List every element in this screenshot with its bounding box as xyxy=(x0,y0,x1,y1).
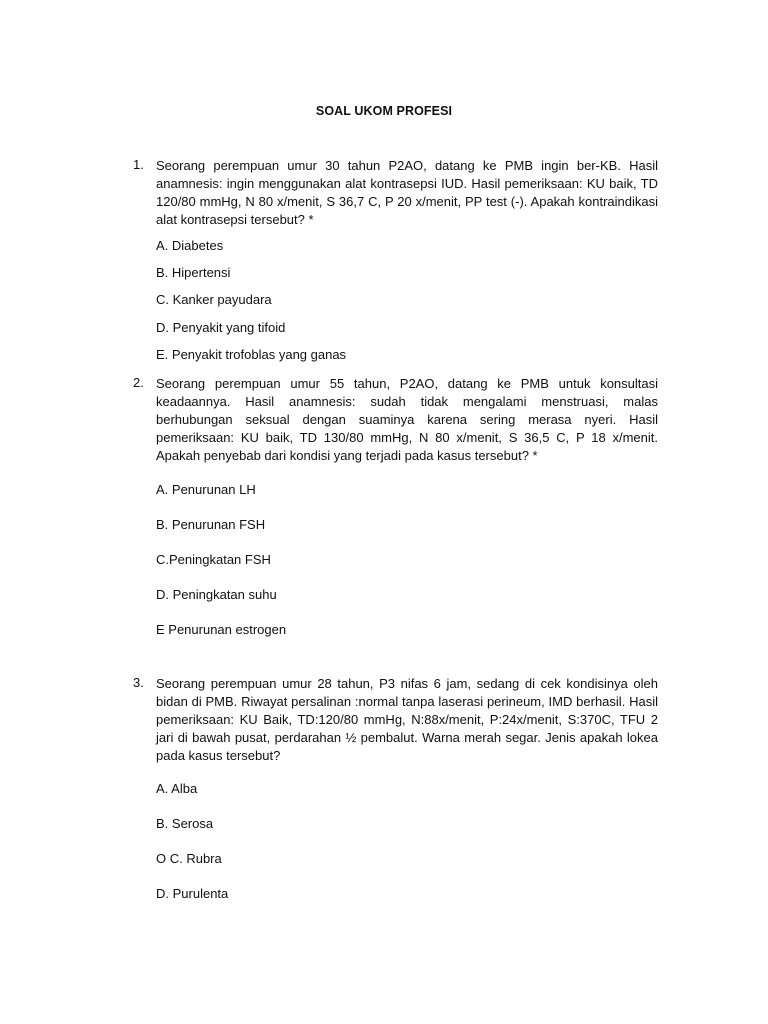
answer-option: E Penurunan estrogen xyxy=(156,622,287,637)
question-text: Seorang perempuan umur 55 tahun, P2AO, datang ke PMB untuk konsultasi keadaannya. Hasil anamnesis: sudah tidak mengalami menstruasi, malas berhubungan seksual dengan suaminya karena sering merasa nyeri. Hasil pemeriksaan: KU baik, TD 130/80 mmHg, N 80 x/menit, S 36,5 C, P 18 x/menit. Apakah penyebab dari kondisi yang terjadi pada kasus tersebut? * xyxy=(156,376,658,463)
answer-option: B. Serosa xyxy=(156,816,214,831)
answer-option: E. Penyakit trofoblas yang ganas xyxy=(156,347,347,362)
question-text: Seorang perempuan umur 30 tahun P2AO, datang ke PMB ingin ber-KB. Hasil anamnesis: ingin menggunakan alat kontrasepsi IUD. Hasil pemeriksaan: KU baik, TD 120/80 mmHg, N 80 x/menit, S 36,7 C, P 20 x/menit, PP test (-). Apakah kontraindikasi alat kontrasepsi tersebut? * xyxy=(156,158,658,227)
answer-option: B. Penurunan FSH xyxy=(156,517,266,532)
answer-option: A. Alba xyxy=(156,781,198,796)
answer-option: D. Penyakit yang tifoid xyxy=(156,320,286,335)
answer-option: A. Diabetes xyxy=(156,238,224,253)
question-number: 1. xyxy=(133,157,144,172)
answer-option: A. Penurunan LH xyxy=(156,482,256,497)
answer-option: C. Kanker payudara xyxy=(156,292,272,307)
answer-option: D. Purulenta xyxy=(156,886,229,901)
page-title: SOAL UKOM PROFESI xyxy=(315,104,453,118)
question-text: Seorang perempuan umur 28 tahun, P3 nifas 6 jam, sedang di cek kondisinya oleh bidan di PMB. Riwayat persalinan :normal tanpa laserasi perineum, IMD berhasil. Hasil pemeriksaan: KU Baik, TD:120/80 mmHg, N:88x/menit, P:24x/menit, S:370C, TFU 2 jari di bawah pusat, perdarahan ½ pembalut. Warna merah segar. Jenis apakah lokea pada kasus tersebut? xyxy=(156,676,658,763)
question-number: 2. xyxy=(133,375,144,390)
answer-option: C.Peningkatan FSH xyxy=(156,552,271,567)
answer-option: B. Hipertensi xyxy=(156,265,231,280)
answer-option: O C. Rubra xyxy=(156,851,222,866)
answer-option: D. Peningkatan suhu xyxy=(156,587,277,602)
question-number: 3. xyxy=(133,675,144,690)
